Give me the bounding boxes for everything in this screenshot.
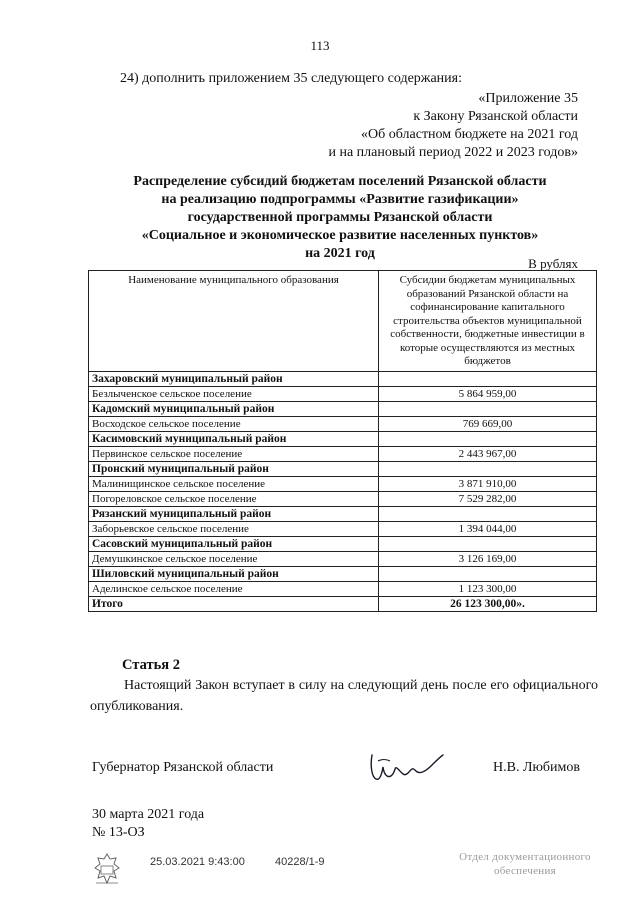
- subsidy-amount: [379, 506, 597, 521]
- subsidy-amount: [379, 566, 597, 581]
- settlement-row: [89, 416, 597, 431]
- total-row: [89, 596, 597, 611]
- settlement-row: [89, 386, 597, 401]
- subsidy-amount: [379, 371, 597, 386]
- page-number: 113: [310, 38, 330, 53]
- subsidy-amount: [379, 431, 597, 446]
- region-name: Касимовский муниципальный район: [89, 431, 379, 446]
- settlement-name: Первинское сельское поселение: [89, 446, 379, 461]
- settlement-row: [89, 521, 597, 536]
- signature-image: [366, 747, 446, 787]
- settlement-row: [89, 491, 597, 506]
- region-row: [89, 431, 597, 446]
- registration-timestamp: 25.03.2021 9:43:00: [150, 856, 245, 868]
- column-header-name: Наименование муниципального образования: [89, 271, 379, 372]
- region-row: [89, 401, 597, 416]
- subsidy-amount: 3 871 910,00: [379, 476, 597, 491]
- law-number: № 13-ОЗ: [92, 825, 145, 840]
- settlement-name: Малинищинское сельское поселение: [89, 476, 379, 491]
- total-amount: 26 123 300,00».: [379, 596, 597, 611]
- article-title: Статья 2: [122, 657, 180, 673]
- region-name: Пронский муниципальный район: [89, 461, 379, 476]
- heading-line: на 2021 год: [305, 246, 375, 261]
- heading-line: на реализацию подпрограммы «Развитие газификации»: [161, 192, 519, 207]
- subsidy-amount: 1 394 044,00: [379, 521, 597, 536]
- settlement-row: [89, 581, 597, 596]
- settlement-name: Аделинское сельское поселение: [89, 581, 379, 596]
- article-body: Настоящий Закон вступает в силу на следующий день после его официального опубликования.: [90, 678, 598, 714]
- total-label: Итого: [89, 596, 379, 611]
- heading-line: «Социальное и экономическое развитие населенных пунктов»: [141, 228, 539, 243]
- amendment-item-line: 24) дополнить приложением 35 следующего содержания:: [120, 71, 462, 86]
- heading-line: государственной программы Рязанской области: [187, 210, 493, 225]
- region-row: [89, 566, 597, 581]
- department-stamp: [445, 850, 605, 878]
- region-row: [89, 506, 597, 521]
- subsidy-amount: 5 864 959,00: [379, 386, 597, 401]
- settlement-name: Восходское сельское поселение: [89, 416, 379, 431]
- heading-line: Распределение субсидий бюджетам поселений Рязанской области: [133, 174, 547, 189]
- subsidy-amount: [379, 536, 597, 551]
- settlement-row: [89, 551, 597, 566]
- appendix-line: к Закону Рязанской области: [413, 109, 578, 124]
- subsidy-table: [88, 270, 597, 612]
- region-row: [89, 371, 597, 386]
- settlement-name: Безлыченское сельское поселение: [89, 386, 379, 401]
- appendix-reference: [328, 90, 578, 162]
- subsidy-amount: 769 669,00: [379, 416, 597, 431]
- region-name: Кадомский муниципальный район: [89, 401, 379, 416]
- subsidy-amount: 3 126 169,00: [379, 551, 597, 566]
- appendix-line: «Об областном бюджете на 2021 год: [361, 127, 578, 142]
- currency-unit: В рублях: [528, 256, 578, 271]
- department-stamp-line: Отдел документационного: [459, 851, 591, 863]
- department-stamp-line: обеспечения: [493, 865, 557, 877]
- subsidy-amount: 1 123 300,00: [379, 581, 597, 596]
- region-name: Захаровский муниципальный район: [89, 371, 379, 386]
- appendix-line: и на плановый период 2022 и 2023 годов»: [328, 145, 578, 160]
- settlement-row: [89, 446, 597, 461]
- signer-name: Н.В. Любимов: [493, 760, 580, 775]
- governor-label: Губернатор Рязанской области: [92, 760, 274, 775]
- subsidy-amount: 7 529 282,00: [379, 491, 597, 506]
- appendix-line: «Приложение 35: [478, 91, 578, 106]
- region-row: [89, 536, 597, 551]
- region-name: Рязанский муниципальный район: [89, 506, 379, 521]
- region-name: Сасовский муниципальный район: [89, 536, 379, 551]
- column-header-subsidy: Субсидии бюджетам муниципальных образований Рязанской области на софинансирование капитального строительства объектов муниципальной собственности, бюджетные инвестиции в которые осуществляются из местных бюджетов: [379, 271, 597, 372]
- registration-number: 40228/1-9: [275, 856, 325, 868]
- settlement-name: Демушкинское сельское поселение: [89, 551, 379, 566]
- table-body: [89, 371, 597, 596]
- settlement-name: Погореловское сельское поселение: [89, 491, 379, 506]
- table-heading: [60, 173, 620, 263]
- subsidy-amount: [379, 461, 597, 476]
- law-date: 30 марта 2021 года: [92, 807, 205, 822]
- emblem-icon: [92, 852, 122, 886]
- settlement-row: [89, 476, 597, 491]
- settlement-name: Заборьевское сельское поселение: [89, 521, 379, 536]
- subsidy-amount: [379, 401, 597, 416]
- region-name: Шиловский муниципальный район: [89, 566, 379, 581]
- region-row: [89, 461, 597, 476]
- subsidy-amount: 2 443 967,00: [379, 446, 597, 461]
